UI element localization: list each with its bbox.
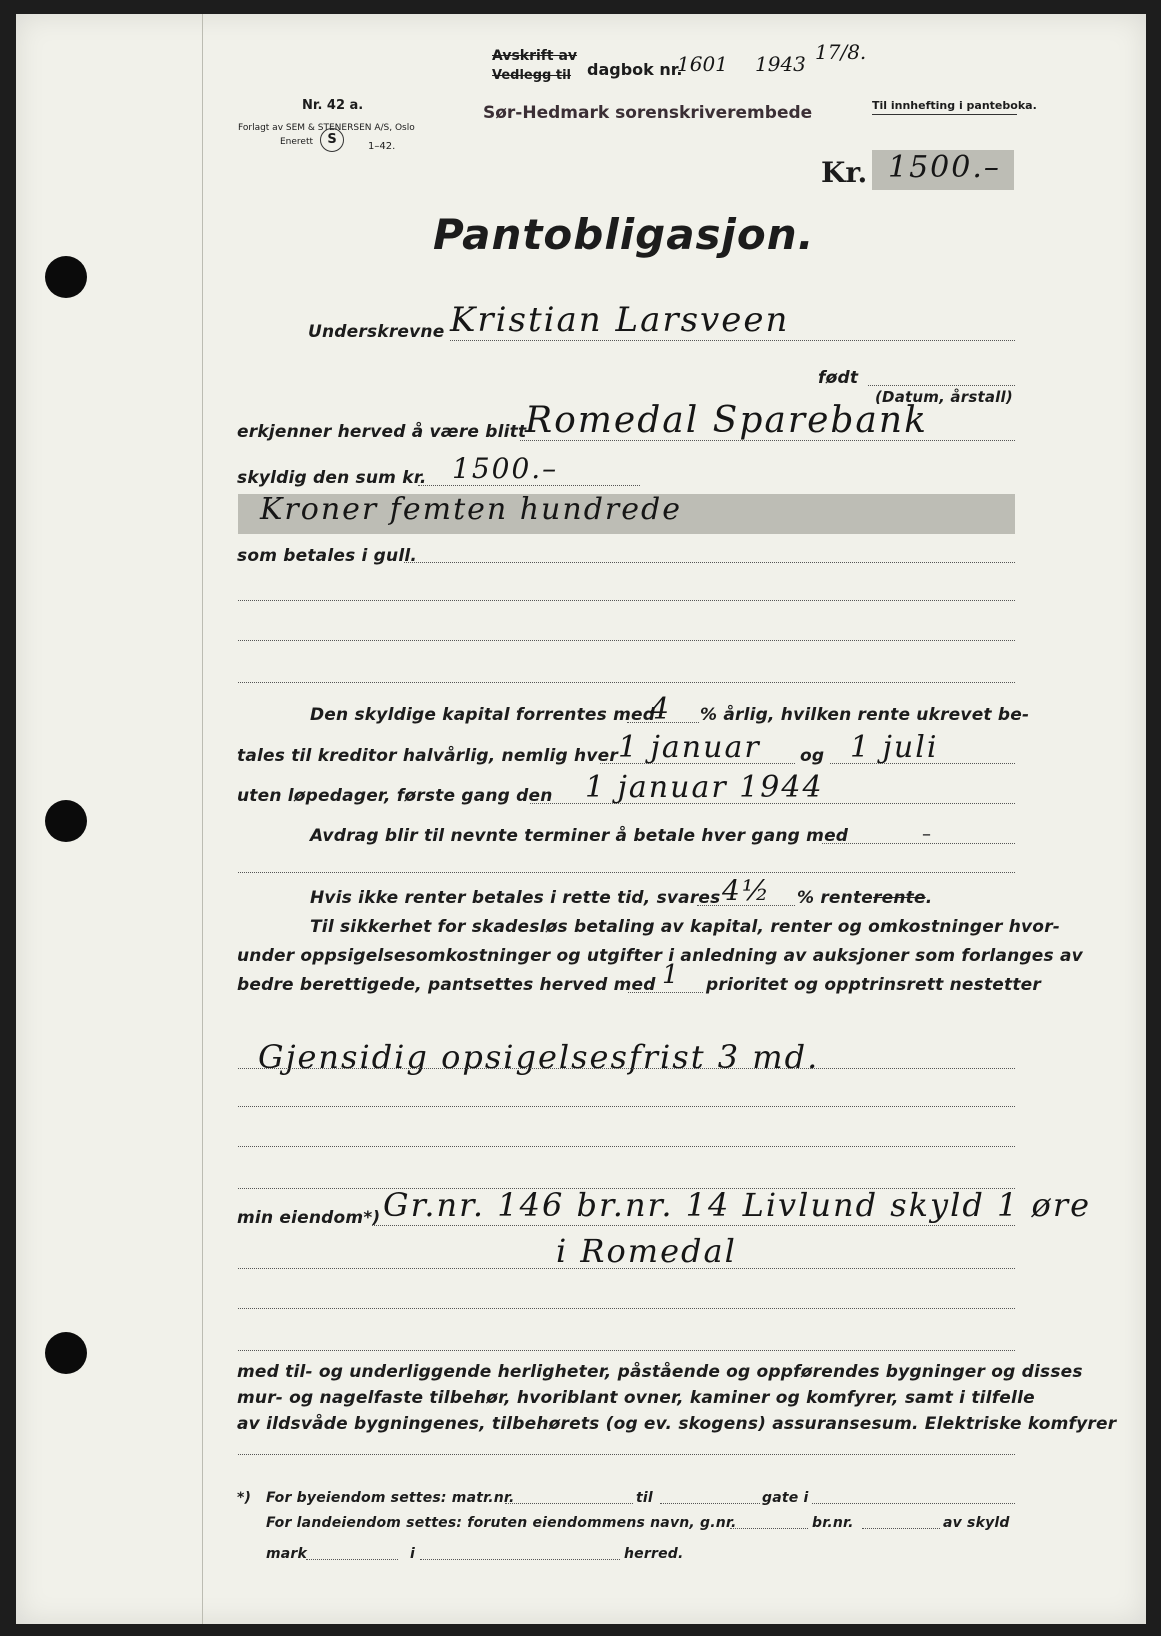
footnote-by-2: til — [636, 1490, 653, 1506]
publisher-enerett: Enerett — [280, 137, 314, 147]
gull-label: som betales i gull. — [237, 546, 418, 566]
med-text-1: med til- og underliggende herligheter, påstående og oppførendes bygninger og disses — [237, 1362, 1083, 1382]
dotted-line — [238, 1454, 1015, 1455]
eiendom-label: min eiendom*) — [237, 1208, 381, 1228]
undersk-label: Underskrevne — [308, 322, 445, 342]
debtor-name: Kristian Larsveen — [450, 300, 790, 340]
punch-hole — [45, 1332, 87, 1374]
dotted-line — [238, 600, 1015, 601]
footnote-i-label: i — [410, 1546, 415, 1562]
dotted-line — [628, 992, 703, 993]
avdrag-text: Avdrag blir til nevnte terminer å betale hver gang med — [310, 826, 849, 846]
underline — [872, 114, 1017, 115]
dotted-line — [420, 1559, 620, 1560]
dotted-line — [238, 1308, 1015, 1309]
sikker-text-2: under oppsigelsesomkostninger og utgifter i anledning av auksjoner som forlanges av — [237, 946, 1083, 966]
dotted-line — [238, 1068, 1015, 1069]
hvis-text-1: Hvis ikke renter betales i rette tid, svares — [310, 888, 721, 908]
dotted-line — [418, 485, 640, 486]
rente-text-1: Den skyldige kapital forrentes med — [310, 705, 656, 725]
vedlegg-label: Vedlegg til — [492, 68, 572, 83]
footnote-mark: *) — [237, 1490, 252, 1506]
rente-text-2: % årlig, hvilken rente ukrevet be- — [700, 705, 1030, 725]
margin-rule — [202, 14, 203, 1624]
og-label: og — [800, 746, 825, 766]
punch-hole — [45, 256, 87, 298]
dotted-line — [238, 1350, 1015, 1351]
gjensidig-text: Gjensidig opsigelsesfrist 3 md. — [258, 1038, 820, 1076]
avskrift-label: Avskrift av — [492, 48, 578, 64]
datum-label: (Datum, årstall) — [875, 388, 1013, 406]
rente-percent: 4 — [650, 692, 672, 727]
footnote-by-3: gate i — [762, 1490, 809, 1506]
dotted-line — [238, 1268, 1015, 1269]
form-number: Nr. 42 a. — [302, 98, 364, 113]
publisher-line: Forlagt av SEM & STENERSEN A/S, Oslo — [238, 123, 415, 133]
prioritet-value: 1 — [662, 960, 681, 990]
dagbok-year: 1943 — [755, 52, 806, 76]
dotted-line — [822, 843, 1015, 844]
erkjenner-label: erkjenner herved å være blitt — [237, 422, 527, 442]
footnote-by-1: For byeiendom settes: matr.nr. — [266, 1490, 515, 1506]
dotted-line — [238, 1146, 1015, 1147]
office-stamp: Sør-Hedmark sorenskriverembede — [483, 103, 813, 123]
sum-amount: 1500.– — [452, 452, 559, 485]
hvis-text-2: % renterente. — [797, 888, 933, 908]
lopedager-label: uten løpedager, første gang den — [237, 786, 553, 806]
footnote-mark-label: mark — [266, 1546, 308, 1562]
first-date: 1 januar 1944 — [585, 770, 824, 805]
dotted-line — [660, 1503, 760, 1504]
hvis-percent: 4½ — [722, 874, 771, 907]
footnote-land-2: br.nr. — [812, 1515, 854, 1531]
eiendom-line-1: Gr.nr. 146 br.nr. 14 Livlund skyld 1 øre — [383, 1186, 1092, 1224]
dotted-line — [238, 682, 1015, 683]
avdrag-value: – — [922, 824, 931, 845]
termin-2: 1 juli — [850, 730, 939, 765]
punch-hole — [45, 800, 87, 842]
page-title: Pantobligasjon. — [433, 210, 815, 259]
sum-words: Kroner femten hundrede — [260, 492, 682, 527]
kr-amount: 1500.– — [888, 150, 1001, 185]
termin-1: 1 januar — [618, 730, 761, 765]
dotted-line — [238, 872, 1015, 873]
dotted-line — [404, 562, 1015, 563]
sikker-text-3b: prioritet og opptrinsrett nestetter — [706, 975, 1041, 995]
med-text-2: mur- og nagelfaste tilbehør, hvoriblant ovner, kaminer og komfyrer, samt i tilfelle — [237, 1388, 1035, 1408]
dotted-line — [238, 640, 1015, 641]
fodt-label: født — [818, 368, 859, 388]
creditor-name: Romedal Sparebank — [525, 400, 928, 441]
publisher-logo-icon: S — [320, 128, 344, 152]
dotted-line — [372, 1225, 1015, 1226]
dagbok-date: 17/8. — [815, 40, 867, 64]
dotted-line — [868, 385, 1015, 386]
dagbok-label: dagbok nr. — [587, 60, 683, 79]
footnote-herred: herred. — [624, 1546, 684, 1562]
dotted-line — [238, 1106, 1015, 1107]
dotted-line — [450, 340, 1015, 341]
footnote-land-1: For landeiendom settes: foruten eiendommens navn, g.nr. — [266, 1515, 737, 1531]
dagbok-number: 1601 — [677, 52, 728, 76]
top-right-note: Til innhefting i panteboka. — [872, 99, 1037, 112]
dotted-line — [505, 1503, 633, 1504]
sikker-text-1: Til sikkerhet for skadesløs betaling av kapital, renter og omkostninger hvor- — [310, 917, 1061, 937]
eiendom-line-2: i Romedal — [556, 1232, 737, 1270]
sikker-text-3a: bedre berettigede, pantsettes herved med — [237, 975, 656, 995]
rente-text-3: tales til kreditor halvårlig, nemlig hver — [237, 746, 618, 766]
publisher-date: 1–42. — [368, 141, 396, 152]
footnote-land-3: av skyld — [943, 1515, 1010, 1531]
dotted-line — [306, 1559, 398, 1560]
dotted-line — [812, 1503, 1015, 1504]
dotted-line — [862, 1528, 940, 1529]
med-text-3: av ildsvåde bygningenes, tilbehørets (og ev. skogens) assuransesum. Elektriske komfyrer — [237, 1414, 1117, 1434]
dotted-line — [730, 1528, 808, 1529]
skyldig-label: skyldig den sum kr. — [237, 468, 427, 488]
kr-label: Kr. — [821, 156, 868, 189]
